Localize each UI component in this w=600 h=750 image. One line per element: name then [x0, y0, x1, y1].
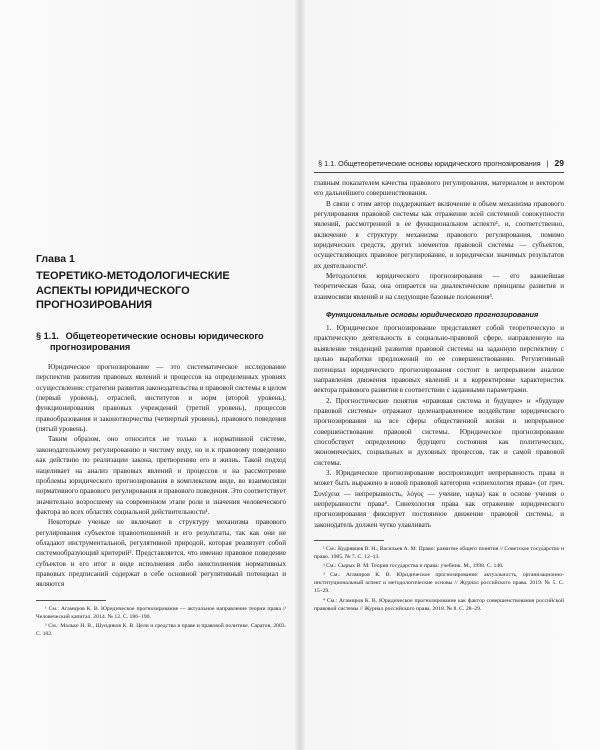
footnote: ⁴ См.: Агамиров К. В. Юридическое прогнозирование как фактор совершенствования российской правовой системы // Журнал российского права. 2018. № 8. С. 28–29.: [314, 597, 564, 612]
numbered-paragraph: 2. Прогностические понятия «правовая система и будущее» и «будущее правовой системы» отражают целенаправленное воздействие юридического прогнозирования на все сферы общественной жизни и непрерывное совершенствование правовой системы. Юридическое прогнозирование способствует определению будущего состояния как политических, экономических, социальных и духовных процессов, так и самой правовой системы.: [314, 396, 564, 467]
footnote: ² См.: Малько Н. В., Шундиков К. В. Цели и средства в праве и правовой политике. Саратов, 2003. С. 102.: [36, 622, 286, 637]
running-head-separator: |: [546, 158, 549, 168]
footnote: ² См.: Сырых В. М. Теория государства и права: учебник. М., 1998. С. 146.: [323, 563, 504, 570]
paragraph: Таким образом, оно относится не только к нормативной системе, законодательному регулированию и чистому виду, но и к правовому поведению как действию по реализации закона, претворению его в жизнь. Такой подход нацеливает на анализ правовых явлений и процессов и на рассмотрение проблемы юридического прогнозирования в комплексном виде, во взаимосвязи нормативного правового регулирования и правового поведения. Это соответствует значительно возросшему на современном этапе роли и значения человеческого фактора во всех областях социальной действительности¹.: [36, 435, 287, 516]
paragraph: Методология юридического прогнозирования — его важнейшая теоретическая база, она опирается на диалектические принципы развития и взаимосвязи явлений и на следующие базовые положения³.: [314, 272, 564, 301]
paragraph: Юридическое прогнозирование — это систематическое исследование перспектив развития правовых явлений и процессов на определенных уровнях осуществления: стратегии развития законодательства и правовой системы в целом (первый уровень), отраслей, институтов и норм (второй уровень), функционирования правовых учреждений (третий уровень), процессов правообразования и законотворчества (четвертый уровень), правового поведения (пятый уровень).: [36, 363, 286, 434]
chapter-label: Глава 1: [36, 253, 75, 265]
section-heading: [36, 330, 286, 355]
paragraph: Некоторые ученые не включают в структуру механизма правового регулирования субъектов правоотношений и его результаты, так как они не обладают инструментальной, регулятивной природой, которая реализует собой системообразующий критерий². Представляется, что именно правовое поведение субъектов и его итог в виде исполнения либо неисполнения нормативных правовых предписаний содержат в себе основной регулятивный потенциал и являются: [36, 518, 286, 589]
footnote: ¹ См.: Кудрявцев В. Н., Васильев А. М. Право: развитие общего понятия // Советское государство и право. 1985. № 7. С. 12–13.: [314, 546, 564, 561]
paragraph: В связи с этим автор поддерживает включение в объем механизма правового регулирования правовой системы как отражение всей системной совокупности явлений, рассмотренной в ее функциональном аспекте¹, и, соответственно, включение в структуру механизма правового регулирования, помимо юридических средств, других элементов правовой системы — субъектов, осуществляющих правовое регулирование, и юридически значимых результатов их деятельности².: [314, 199, 564, 270]
page-number: 29: [554, 158, 564, 168]
right-page: [300, 0, 600, 750]
section-title: Общетеоретические основы юридического прогнозирования: [50, 330, 264, 353]
footnote: ³ См.: Агамиров К. В. Юридическое прогнозирование: актуальность, организационно-институциональный аспект и методологические основы // Журнал российского права. 2019. № 5. С. 15–29.: [314, 572, 564, 595]
paragraph: главным показателем качества правового регулирования, материалом и вектором его дальнейшего совершенствования.: [314, 179, 564, 198]
footnote: ¹ См.: Агамиров К. В. Юридическое прогнозирование — актуальное направление теории права // Человеческий капитал. 2014. № 12. С. 186–190.: [36, 605, 286, 620]
running-head-title: § 1.1. Общетеоретические основы юридического прогнозирования: [318, 158, 541, 168]
footnote-rule: [314, 540, 384, 541]
subheading: Функциональные основы юридического прогнозирования: [326, 310, 539, 320]
chapter-title: ТЕОРЕТИКО-МЕТОДОЛОГИЧЕСКИЕ АСПЕКТЫ ЮРИДИЧЕСКОГО ПРОГНОЗИРОВАНИЯ: [36, 270, 230, 312]
footnote-rule: [36, 600, 106, 601]
numbered-paragraph: 1. Юридическое прогнозирование представляет собой теоретическую и практическую деятельность в социально-правовой сфере, направленную на выявление тенденций развития правовой системы на заданную перспективу с целью выработки предложений по ее совершенствованию. Регулятивный потенциал юридического прогнозирования состоит в непрерывном анализе направления движения правовых явлений и в корректировке характеристик вектора правового развития в соответствии с заданными параметрами.: [314, 324, 564, 395]
section-number: § 1.1.: [36, 330, 59, 341]
numbered-paragraph: 3. Юридическое прогнозирование воспроизводит непрерывность права и может быть выражено в новой правовой категории «синехология права» (от греч. Συνέχεια — непрерывность, λόγος — учение, наука) как в основе учения о непрерывности права⁴. Синехология права как отражение юридического прогнозирования фиксирует постоянное движение правовой системы, и законодатель должен чутко улавливать: [314, 468, 564, 529]
